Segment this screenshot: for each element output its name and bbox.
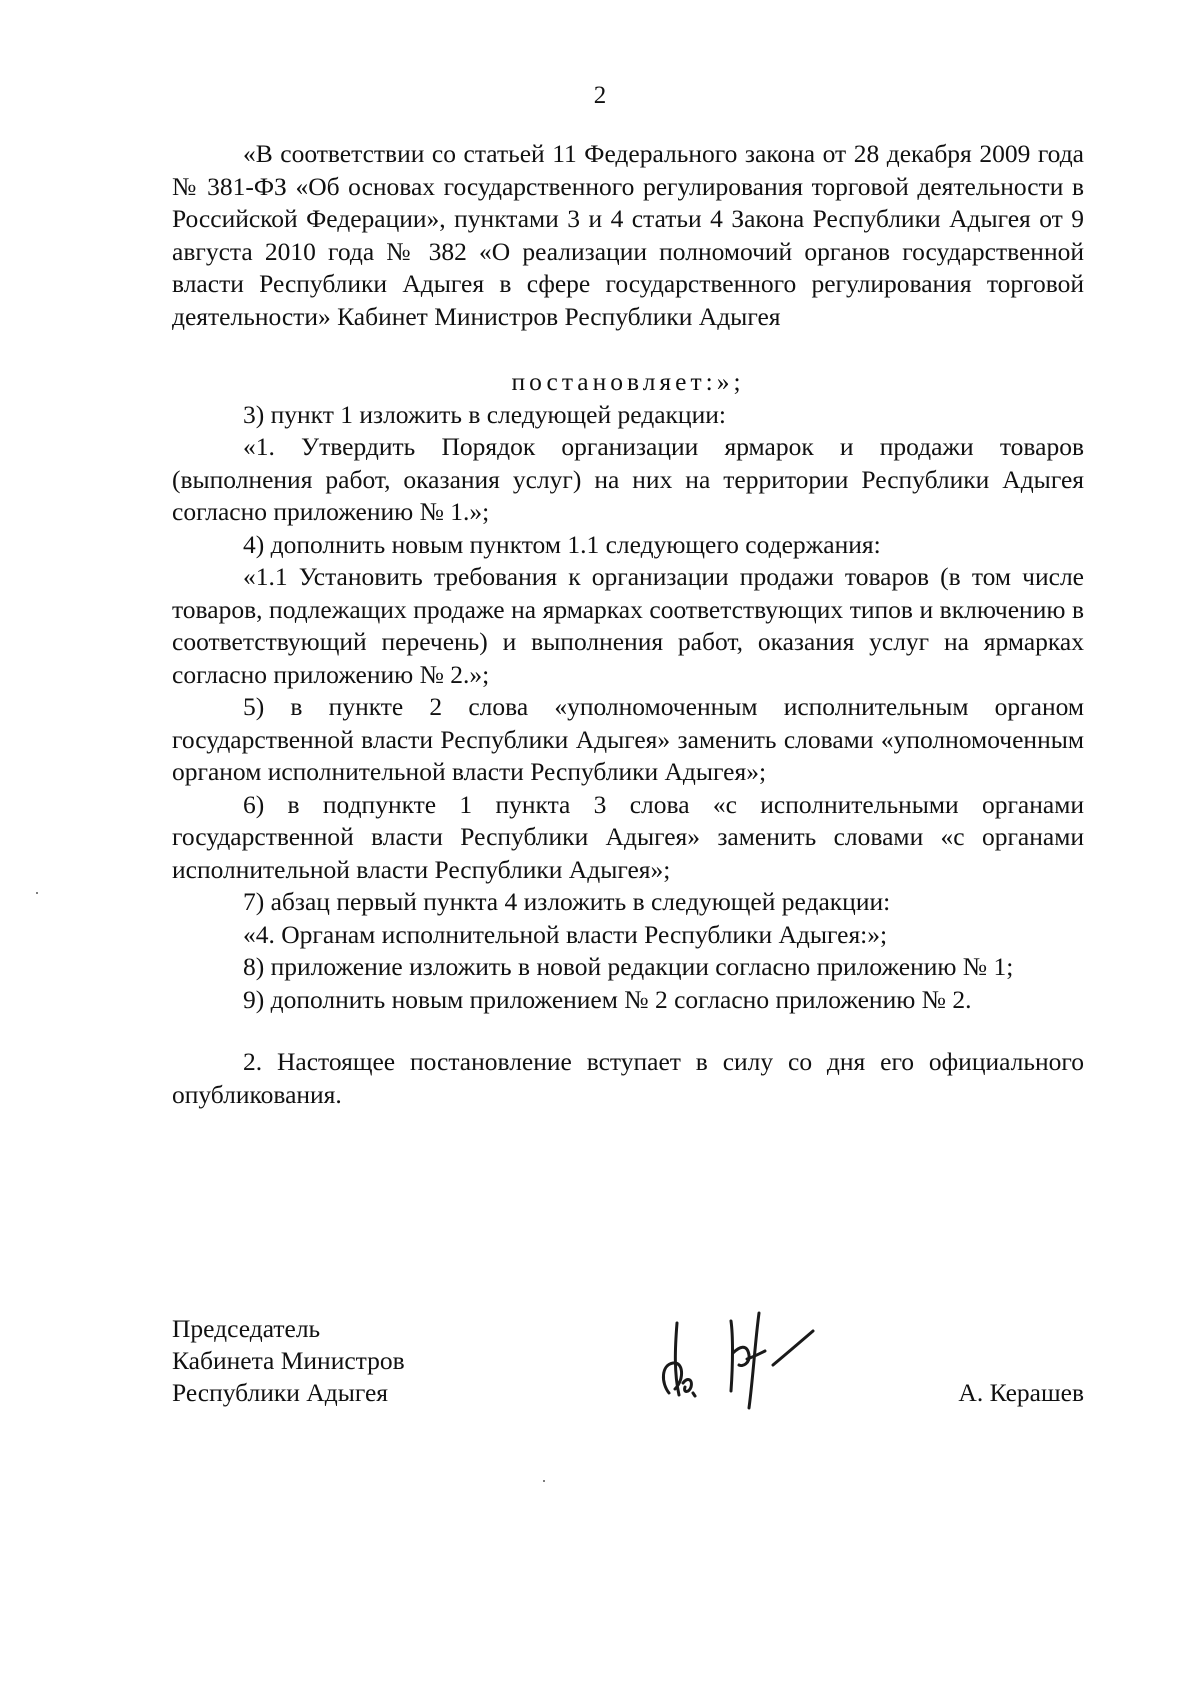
- preamble-paragraph: «В соответствии со статьей 11 Федерального закона от 28 декабря 2009 года № 381-ФЗ «Об основах государственного регулирования торговой деятельности в Российской Федерации», пунктами 3 и 4 статьи 4 Закона Республики Адыгея от 9 августа 2010 года № 382 «О реализации полномочий органов государственной власти Республики Адыгея в сфере государственного регулирования торговой деятельности» Кабинет Министров Республики Адыгея: [172, 139, 1084, 331]
- amendment-item-4: 4) дополнить новым пунктом 1.1 следующего содержания:: [243, 529, 881, 559]
- spacer: [172, 1016, 1084, 1046]
- page-number: 2: [593, 82, 607, 109]
- signer-name: А. Керашев: [958, 1378, 1084, 1407]
- amendment-item-8: 8) приложение изложить в новой редакции согласно приложению № 1;: [243, 952, 1014, 981]
- amendment-text-1-1: «1.1 Установить требования к организации продажи товаров (в том числе товаров, подлежащих продаже на ярмарках соответствующих типов и включению в соответствующий перечень) и выполнения работ, оказания услуг на ярмарках согласно приложению № 2.»;: [172, 562, 1084, 689]
- signature-block: [172, 1313, 1084, 1423]
- spacer: [172, 333, 1084, 366]
- signer-title-line: Республики Адыгея: [172, 1378, 388, 1407]
- document-body: [172, 138, 1084, 1111]
- signer-title-line: Председатель: [172, 1314, 321, 1343]
- amendment-item-3: 3) пункт 1 изложить в следующей редакции:: [243, 399, 726, 429]
- handwritten-signature: [647, 1293, 837, 1413]
- scan-speck: [543, 1480, 545, 1482]
- amendment-text-1: «1. Утвердить Порядок организации ярмарок и продажи товаров (выполнения работ, оказания услуг) на них на территории Республики Адыгея согласно приложению № 1.»;: [172, 432, 1084, 526]
- scan-speck: [36, 892, 38, 894]
- effective-date-paragraph: 2. Настоящее постановление вступает в силу со дня его официального опубликования.: [172, 1047, 1084, 1109]
- decree-word: постановляет:»;: [511, 367, 745, 396]
- amendment-text-4: «4. Органам исполнительной власти Республики Адыгея:»;: [243, 919, 888, 949]
- amendment-item-5: 5) в пункте 2 слова «уполномоченным исполнительным органом государственной власти Республики Адыгея» заменить словами «уполномоченным органом исполнительной власти Республики Адыгея»;: [172, 692, 1084, 786]
- signer-title: [172, 1313, 405, 1409]
- amendment-item-9: 9) дополнить новым приложением № 2 согласно приложению № 2.: [243, 984, 972, 1014]
- signer-title-line: Кабинета Министров: [172, 1346, 405, 1375]
- amendment-item-7: 7) абзац первый пункта 4 изложить в следующей редакции:: [243, 887, 891, 916]
- amendment-item-6: 6) в подпункте 1 пункта 3 слова «с исполнительными органами государственной власти Республики Адыгея» заменить словами «с органами исполнительной власти Республики Адыгея»;: [172, 789, 1084, 884]
